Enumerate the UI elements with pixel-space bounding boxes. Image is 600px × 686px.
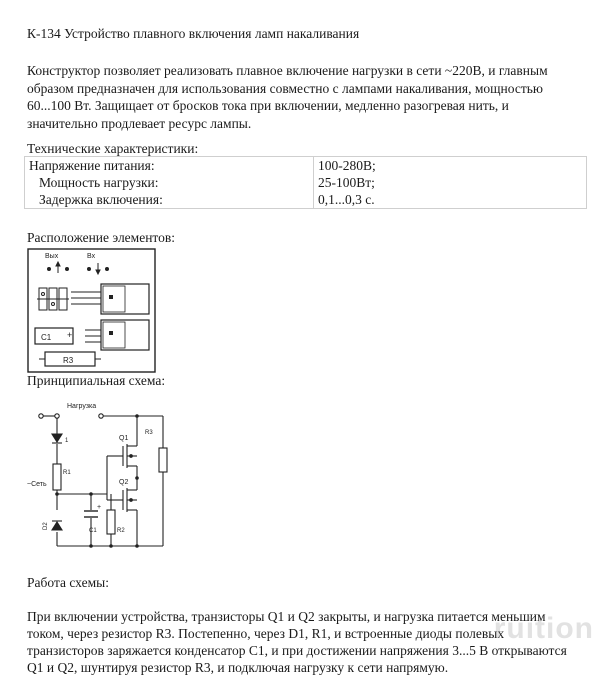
spec-label: Мощность нагрузки:	[39, 175, 159, 190]
label-r3: R3	[145, 430, 153, 436]
spec-value: 0,1...0,3 с.	[314, 191, 587, 209]
label-q2: Q2	[119, 479, 129, 486]
spec-label: Напряжение питания:	[29, 158, 155, 173]
diode-d1	[52, 434, 62, 443]
watermark: ruition	[493, 612, 594, 645]
schematic-caption: Принципиальная схема:	[27, 373, 166, 388]
specs-table	[24, 156, 587, 209]
label-d1: 1	[65, 438, 69, 444]
operation-line: током, через резистор R3. Постепенно, через D1, R1, и встроенные диоды полевых	[27, 626, 505, 641]
resistor-r3	[159, 448, 167, 472]
resistor-r1	[53, 464, 61, 490]
page-title: К-134 Устройство плавного включения ламп накаливания	[27, 26, 360, 41]
label-r3: R3	[63, 356, 74, 365]
spec-value: 25-100Вт;	[314, 174, 587, 191]
specs-caption: Технические характеристики:	[27, 141, 199, 156]
intro-line: Конструктор позволяет реализовать плавное включение нагрузки в сети ~220В, и главным	[27, 63, 548, 78]
operation-caption: Работа схемы:	[27, 575, 109, 590]
label-c1: C1	[41, 333, 52, 342]
label-d2: D2	[43, 522, 49, 530]
label-r1: R1	[63, 470, 71, 476]
schematic-diagram	[27, 394, 177, 554]
operation-line: Q1 и Q2, шунтируя резистор R3, и подключая нагрузку к сети напрямую.	[27, 660, 449, 675]
label-q1: Q1	[119, 435, 129, 442]
transistor-q2	[123, 486, 137, 518]
label-out: Вых	[45, 253, 59, 260]
table-row	[25, 191, 587, 209]
intro-line: значительно продлевает ресурс лампы.	[27, 115, 252, 131]
label-plus: +	[97, 504, 102, 511]
resistor-r2	[107, 510, 115, 534]
capacitor-c1	[84, 511, 98, 517]
pcb-layout-diagram	[27, 248, 157, 374]
operation-line: транзисторов заряжается конденсатор C1, и при достижении напряжения 3...5 В открываются	[27, 643, 567, 658]
label-r2: R2	[117, 528, 125, 534]
transistor-q1	[123, 442, 137, 470]
spec-value: 100-280В;	[314, 157, 587, 175]
svg-text:+: +	[67, 330, 73, 340]
table-row	[25, 174, 587, 191]
spec-label: Задержка включения:	[39, 192, 163, 207]
label-load: Нагрузка	[67, 403, 97, 410]
label-in: Вх	[87, 253, 96, 260]
intro-line: образом предназначен для использования совместно с лампами накаливания, мощностью	[27, 80, 543, 96]
diode-d2	[52, 521, 62, 530]
resistor-block	[37, 288, 69, 310]
label-mains: ~Сеть	[27, 481, 47, 488]
operation-line: При включении устройства, транзисторы Q1 и Q2 закрыты, и нагрузка питается меньшим	[27, 609, 546, 624]
intro-paragraph	[27, 62, 592, 132]
table-row	[25, 157, 587, 175]
label-c1: C1	[89, 528, 97, 534]
layout-caption: Расположение элементов:	[27, 230, 176, 245]
intro-line: 60...100 Вт. Защищает от бросков тока при включении, медленно разогревая нить, и	[27, 98, 509, 113]
